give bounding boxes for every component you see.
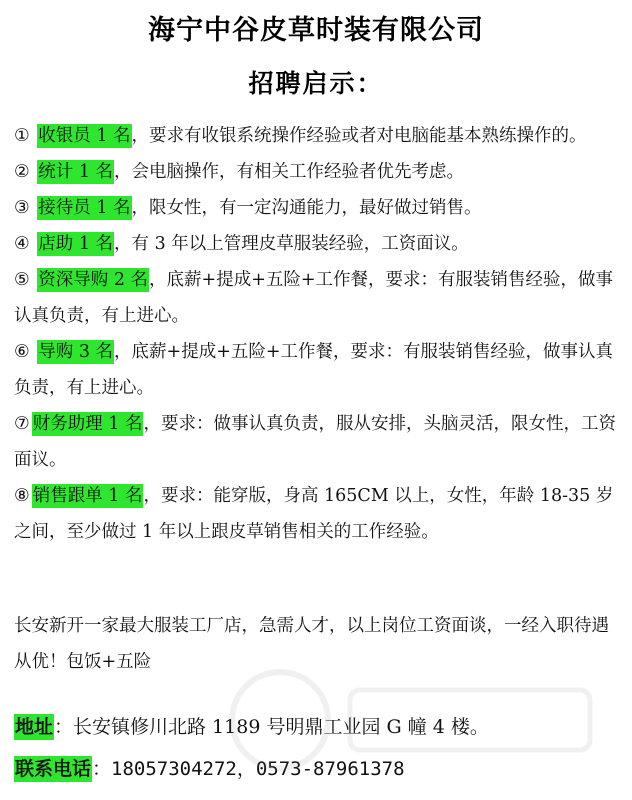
job-item xyxy=(14,154,620,190)
job-number: ⑧ xyxy=(14,486,30,506)
phone-line xyxy=(14,754,405,781)
job-item xyxy=(14,262,620,334)
job-description: ，要求：做事认真负责，服从安排，头脑灵活，限女性，工资面议。 xyxy=(14,414,616,470)
address-label: 地址 xyxy=(15,716,54,738)
job-number: ② xyxy=(14,162,30,182)
job-description: ，要求：能穿版，身高 165CM 以上，女性，年龄 18-35 岁之间，至少做过 1 年以上跟皮草销售相关的工作经验。 xyxy=(14,486,614,542)
job-title: 统计 1 名 xyxy=(38,162,114,182)
job-number: ④ xyxy=(14,234,30,254)
job-title: 导购 3 名 xyxy=(38,342,114,362)
job-description: ，限女性，有一定沟通能力，最好做过销售。 xyxy=(131,198,482,218)
job-item xyxy=(14,226,620,262)
company-name: 海宁中谷皮草时装有限公司 xyxy=(148,15,484,46)
job-number: ⑤ xyxy=(14,270,30,290)
address-value: ：长安镇修川北路 1189 号明鼎工业园 G 幢 4 楼。 xyxy=(54,716,489,738)
notice-text: 长安新开一家最大服装工厂店，急需人才，以上岗位工资面谈，一经入职待遇从优！包饭+五险 xyxy=(14,616,609,672)
job-title: 财务助理 1 名 xyxy=(32,414,143,434)
job-title: 资深导购 2 名 xyxy=(38,270,149,290)
phone-label: 联系电话 xyxy=(15,758,92,780)
job-description: ，有 3 年以上管理皮草服装经验，工资面议。 xyxy=(114,234,469,254)
job-title: 接待员 1 名 xyxy=(38,198,131,218)
job-item xyxy=(14,334,620,406)
job-number: ⑥ xyxy=(14,342,30,362)
job-item xyxy=(14,190,620,226)
job-item xyxy=(14,118,620,154)
job-number: ① xyxy=(14,126,30,146)
job-description: ，底薪+提成+五险+工作餐，要求：有服装销售经验，做事认真负责，有上进心。 xyxy=(14,270,614,326)
job-description: ，底薪+提成+五险+工作餐，要求：有服装销售经验，做事认真负责，有上进心。 xyxy=(14,342,614,398)
page-heading: 招聘启示： xyxy=(248,69,384,98)
job-item xyxy=(14,406,620,478)
job-item xyxy=(14,478,620,550)
address-line xyxy=(14,712,489,739)
job-description: ，要求有收银系统操作经验或者对电脑能基本熟练操作的。 xyxy=(131,126,587,146)
job-list xyxy=(14,118,620,550)
job-title: 店助 1 名 xyxy=(38,234,114,254)
job-number: ③ xyxy=(14,198,30,218)
job-title: 销售跟单 1 名 xyxy=(32,486,143,506)
job-description: ，会电脑操作，有相关工作经验者优先考虑。 xyxy=(114,162,465,182)
phone-value: ：18057304272，0573-87961378 xyxy=(92,758,405,780)
job-number: ⑦ xyxy=(14,414,30,434)
job-title: 收银员 1 名 xyxy=(38,126,131,146)
